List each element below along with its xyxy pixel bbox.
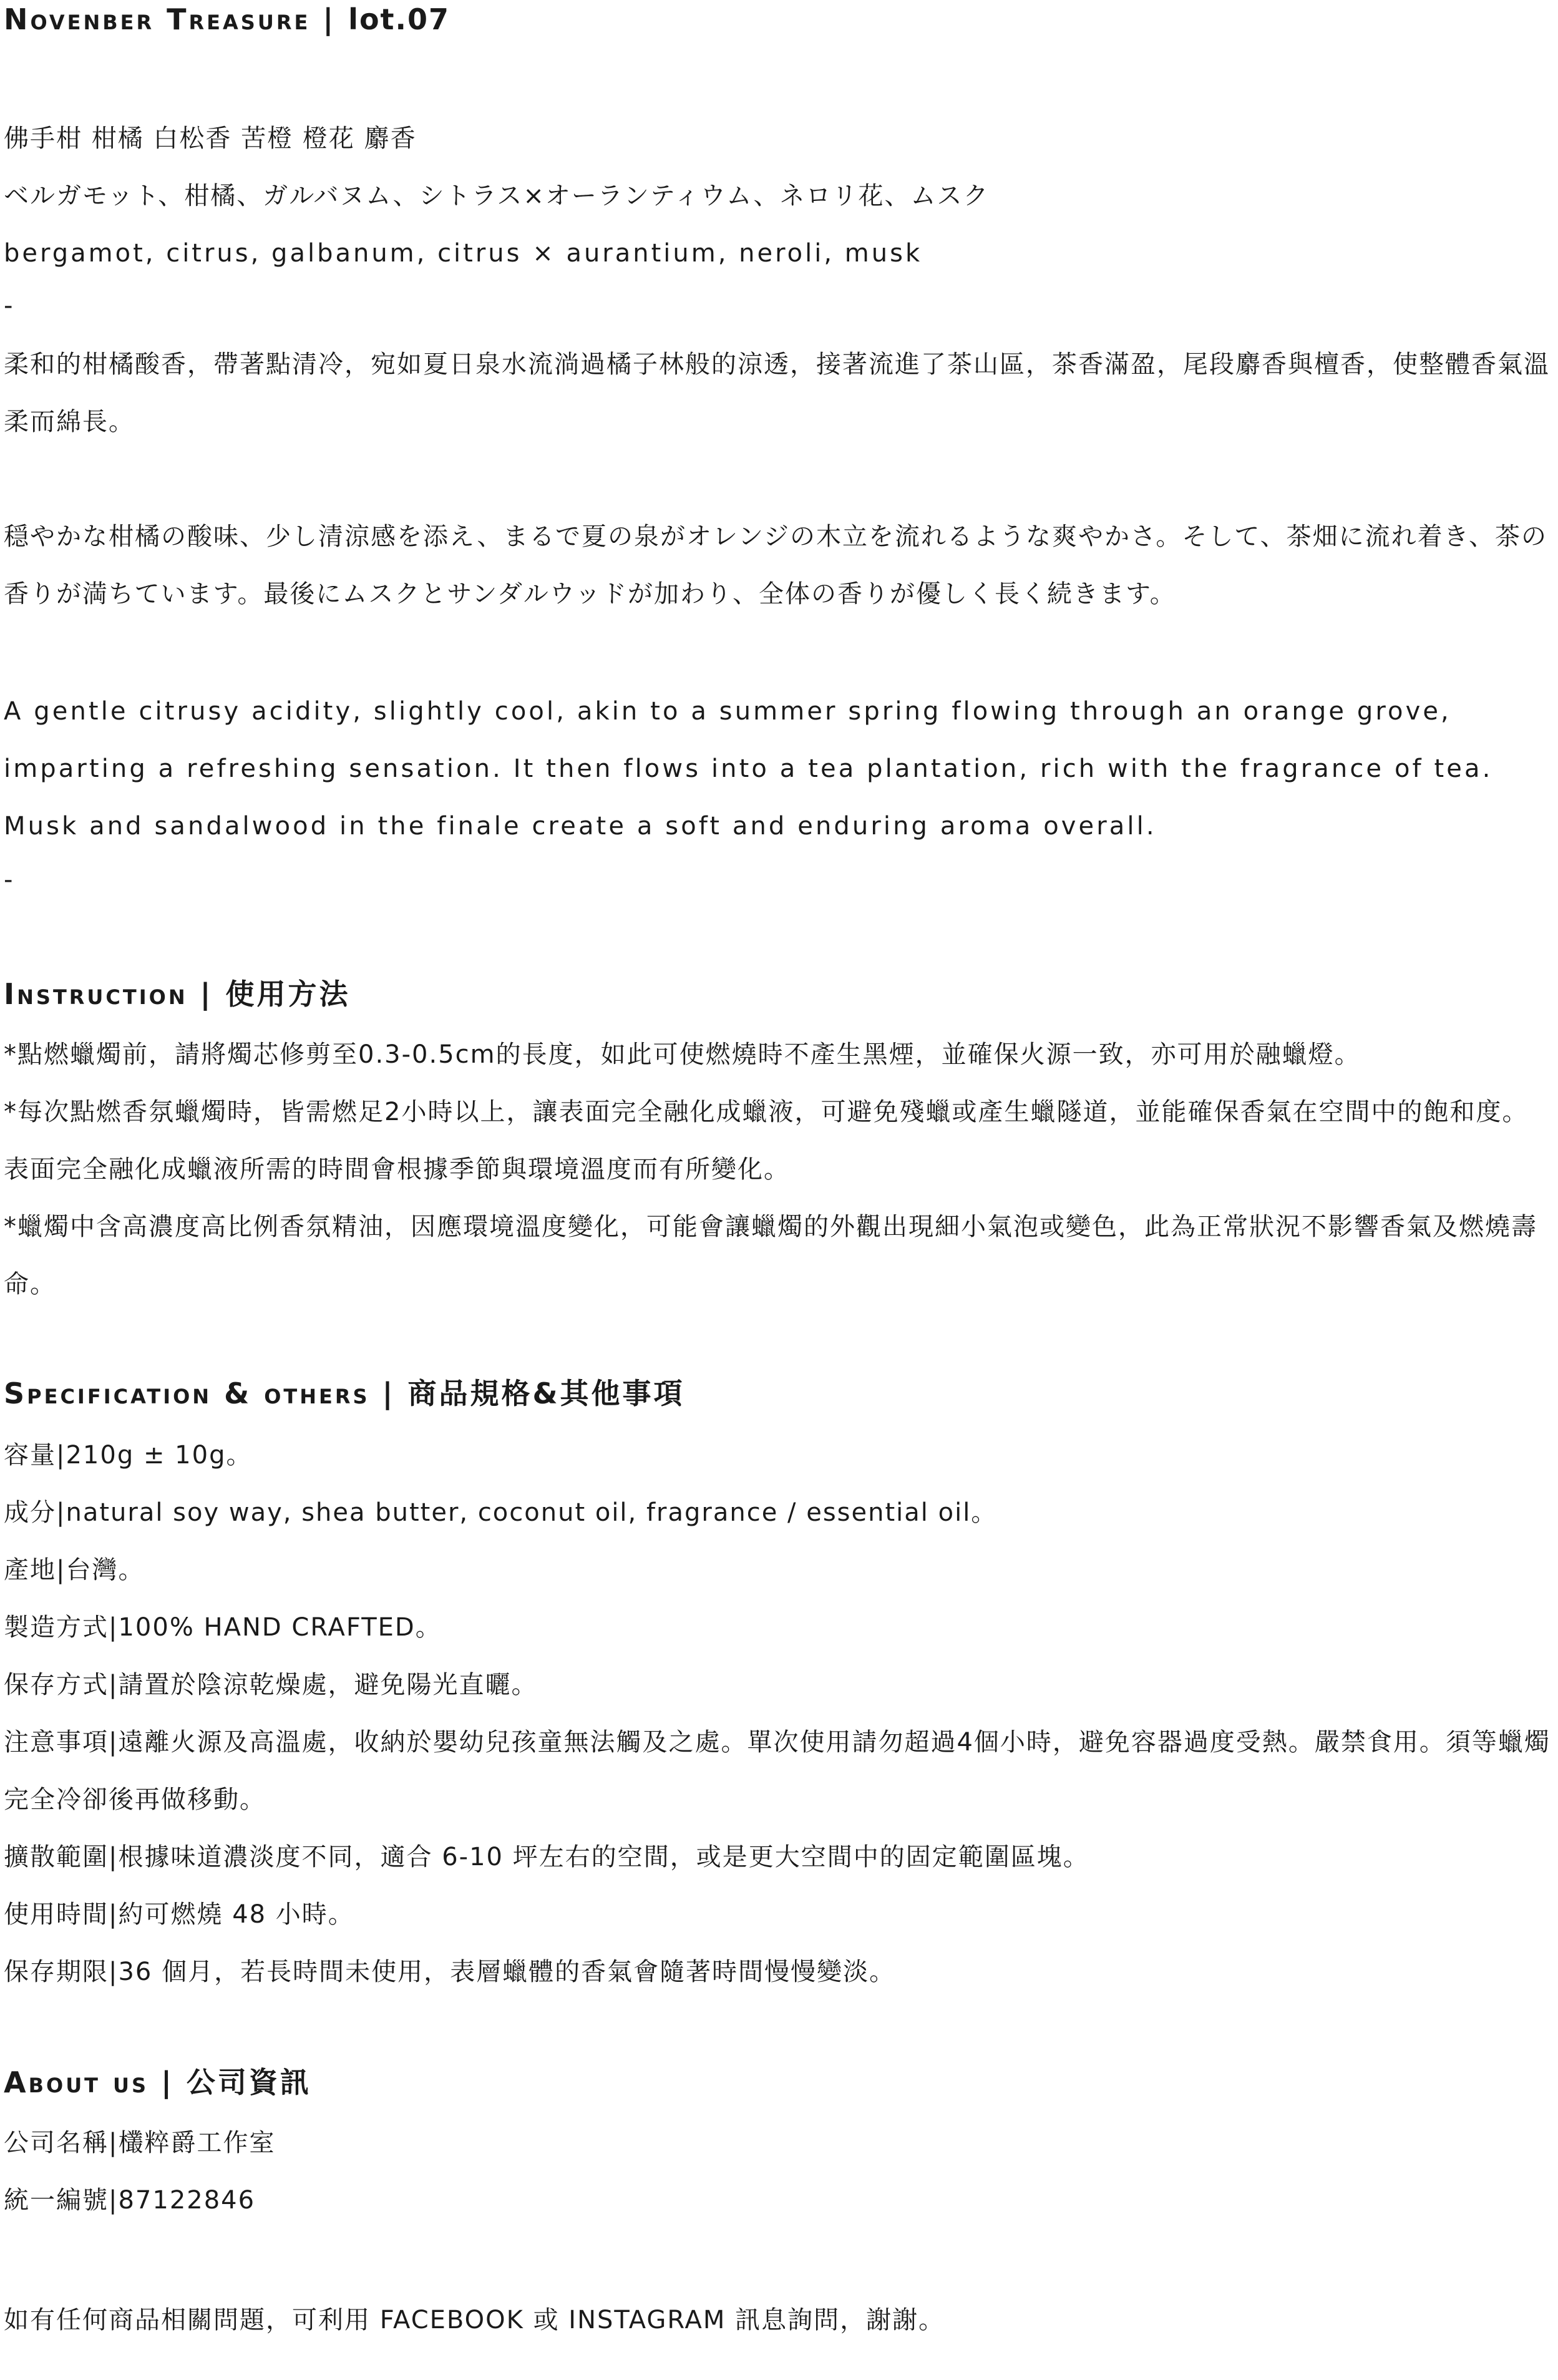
title-main: Novenber Treasure <box>4 2 311 36</box>
spec-row: 成分|natural soy way, shea butter, coconut oil, fragrance / essential oil。 <box>4 1498 998 1527</box>
specification-heading <box>4 1379 685 1408</box>
title-lot: lot.07 <box>348 2 450 36</box>
instruction-item: *每次點燃香氛蠟燭時，皆需燃足2小時以上，讓表面完全融化成蠟液，可避免殘蠟或產生蠟隧道，並能確保香氣在空間中的飽和度。表面完全融化成蠟液所需的時間會根據季節與環境溫度而有所變化。 <box>4 1098 1529 1184</box>
notes-zh: 佛手柑 柑橘 白松香 苦橙 橙花 麝香 <box>4 124 417 153</box>
spec-row: 製造方式|100% HAND CRAFTED。 <box>4 1613 442 1642</box>
spec-label: 產地 <box>4 1556 56 1584</box>
divider: - <box>4 866 13 894</box>
about-heading <box>4 2065 311 2099</box>
spec-label: 擴散範圍 <box>4 1843 109 1871</box>
spec-row: 使用時間|約可燃燒 48 小時。 <box>4 1900 354 1929</box>
instruction-heading <box>4 977 351 1011</box>
instruction-heading-en: Instruction <box>4 977 188 1011</box>
spec-label: 容量 <box>4 1441 56 1470</box>
about-heading-en: About us <box>4 2065 149 2099</box>
about-value: 87122846 <box>118 2186 256 2215</box>
heading-separator: | <box>200 977 213 1011</box>
specification-heading-en: Specification & others <box>4 1377 370 1410</box>
description-en: A gentle citrusy acidity, slightly cool, akin to a summer spring flowing through an orange grove, imparting a refreshing sensation. It then flows into a tea plantation, rich with the fragrance of tea. Musk and sandalwood in the finale create a soft and enduring aroma overall. <box>4 697 1493 841</box>
spec-row: 保存方式|請置於陰涼乾燥處，避免陽光直曬。 <box>4 1670 538 1699</box>
spec-row: 容量|210g ± 10g。 <box>4 1441 253 1470</box>
heading-separator: | <box>161 2065 174 2099</box>
about-row: 公司名稱|欉粹爵工作室 <box>4 2129 276 2157</box>
about-value: 欉粹爵工作室 <box>118 2129 276 2157</box>
spec-value: 台灣。 <box>66 1556 145 1584</box>
page-title <box>4 2 450 36</box>
contact-note: 如有任何商品相關問題，可利用 FACEBOOK 或 INSTAGRAM 訊息詢問，謝謝。 <box>4 2306 945 2334</box>
about-row: 統一編號|87122846 <box>4 2186 256 2215</box>
description-zh: 柔和的柑橘酸香，帶著點清冷，宛如夏日泉水流淌過橘子林般的涼透，接著流進了茶山區，茶香滿盈，尾段麝香與檀香，使整體香氣溫柔而綿長。 <box>4 350 1550 436</box>
spec-label: 注意事項 <box>4 1728 109 1757</box>
spec-value: 36 個月，若長時間未使用，表層蠟體的香氣會隨著時間慢慢變淡。 <box>118 1958 896 1986</box>
spec-value: 約可燃燒 48 小時。 <box>118 1900 354 1929</box>
spec-value: 210g ± 10g。 <box>66 1441 253 1470</box>
spec-value: 遠離火源及高溫處，收納於嬰幼兒孩童無法觸及之處。單次使用請勿超過4個小時，避免容器過度受熱。嚴禁食用。須等蠟燭完全冷卻後再做移動。 <box>4 1728 1551 1814</box>
instruction-item: *蠟燭中含高濃度高比例香氛精油，因應環境溫度變化，可能會讓蠟燭的外觀出現細小氣泡或變色，此為正常狀況不影響香氣及燃燒壽命。 <box>4 1212 1537 1299</box>
spec-value: 100% HAND CRAFTED。 <box>118 1613 442 1642</box>
spec-row: 產地|台灣。 <box>4 1556 145 1584</box>
spec-row: 擴散範圍|根據味道濃淡度不同，適合 6-10 坪左右的空間，或是更大空間中的固定範圍區塊。 <box>4 1843 1089 1871</box>
about-heading-zh: 公司資訊 <box>186 2065 311 2099</box>
spec-label: 使用時間 <box>4 1900 109 1929</box>
spec-label: 製造方式 <box>4 1613 109 1642</box>
description-ja: 穏やかな柑橘の酸味、少し清涼感を添え、まるで夏の泉がオレンジの木立を流れるような爽やかさ。そして、茶畑に流れ着き、茶の香りが満ちています。最後にムスクとサンダルウッドが加わり、全体の香りが優しく長く続きます。 <box>4 522 1547 608</box>
title-separator: | <box>323 2 336 36</box>
spec-label: 保存方式 <box>4 1670 109 1699</box>
spec-value: natural soy way, shea butter, coconut oil, fragrance / essential oil。 <box>66 1498 998 1527</box>
heading-separator: | <box>382 1377 396 1410</box>
notes-en: bergamot, citrus, galbanum, citrus × aurantium, neroli, musk <box>4 239 923 268</box>
notes-ja: ベルガモット、柑橘、ガルバヌム、シトラス×オーランティウム、ネロリ花、ムスク <box>4 182 990 210</box>
spec-row: 注意事項|遠離火源及高溫處，收納於嬰幼兒孩童無法觸及之處。單次使用請勿超過4個小時，避免容器過度受熱。嚴禁食用。須等蠟燭完全冷卻後再做移動。 <box>4 1728 1551 1814</box>
spec-label: 成分 <box>4 1498 56 1527</box>
spec-row: 保存期限|36 個月，若長時間未使用，表層蠟體的香氣會隨著時間慢慢變淡。 <box>4 1958 896 1986</box>
divider: - <box>4 291 13 320</box>
instruction-heading-zh: 使用方法 <box>225 977 351 1011</box>
specification-heading-zh: 商品規格&其他事項 <box>407 1377 685 1410</box>
spec-value: 請置於陰涼乾燥處，避免陽光直曬。 <box>118 1670 538 1699</box>
about-label: 統一編號 <box>4 2186 109 2215</box>
instruction-item: *點燃蠟燭前，請將燭芯修剪至0.3-0.5cm的長度，如此可使燃燒時不產生黑煙，並確保火源一致，亦可用於融蠟燈。 <box>4 1040 1361 1069</box>
spec-label: 保存期限 <box>4 1958 109 1986</box>
spec-value: 根據味道濃淡度不同，適合 6-10 坪左右的空間，或是更大空間中的固定範圍區塊。 <box>118 1843 1089 1871</box>
about-label: 公司名稱 <box>4 2129 109 2157</box>
